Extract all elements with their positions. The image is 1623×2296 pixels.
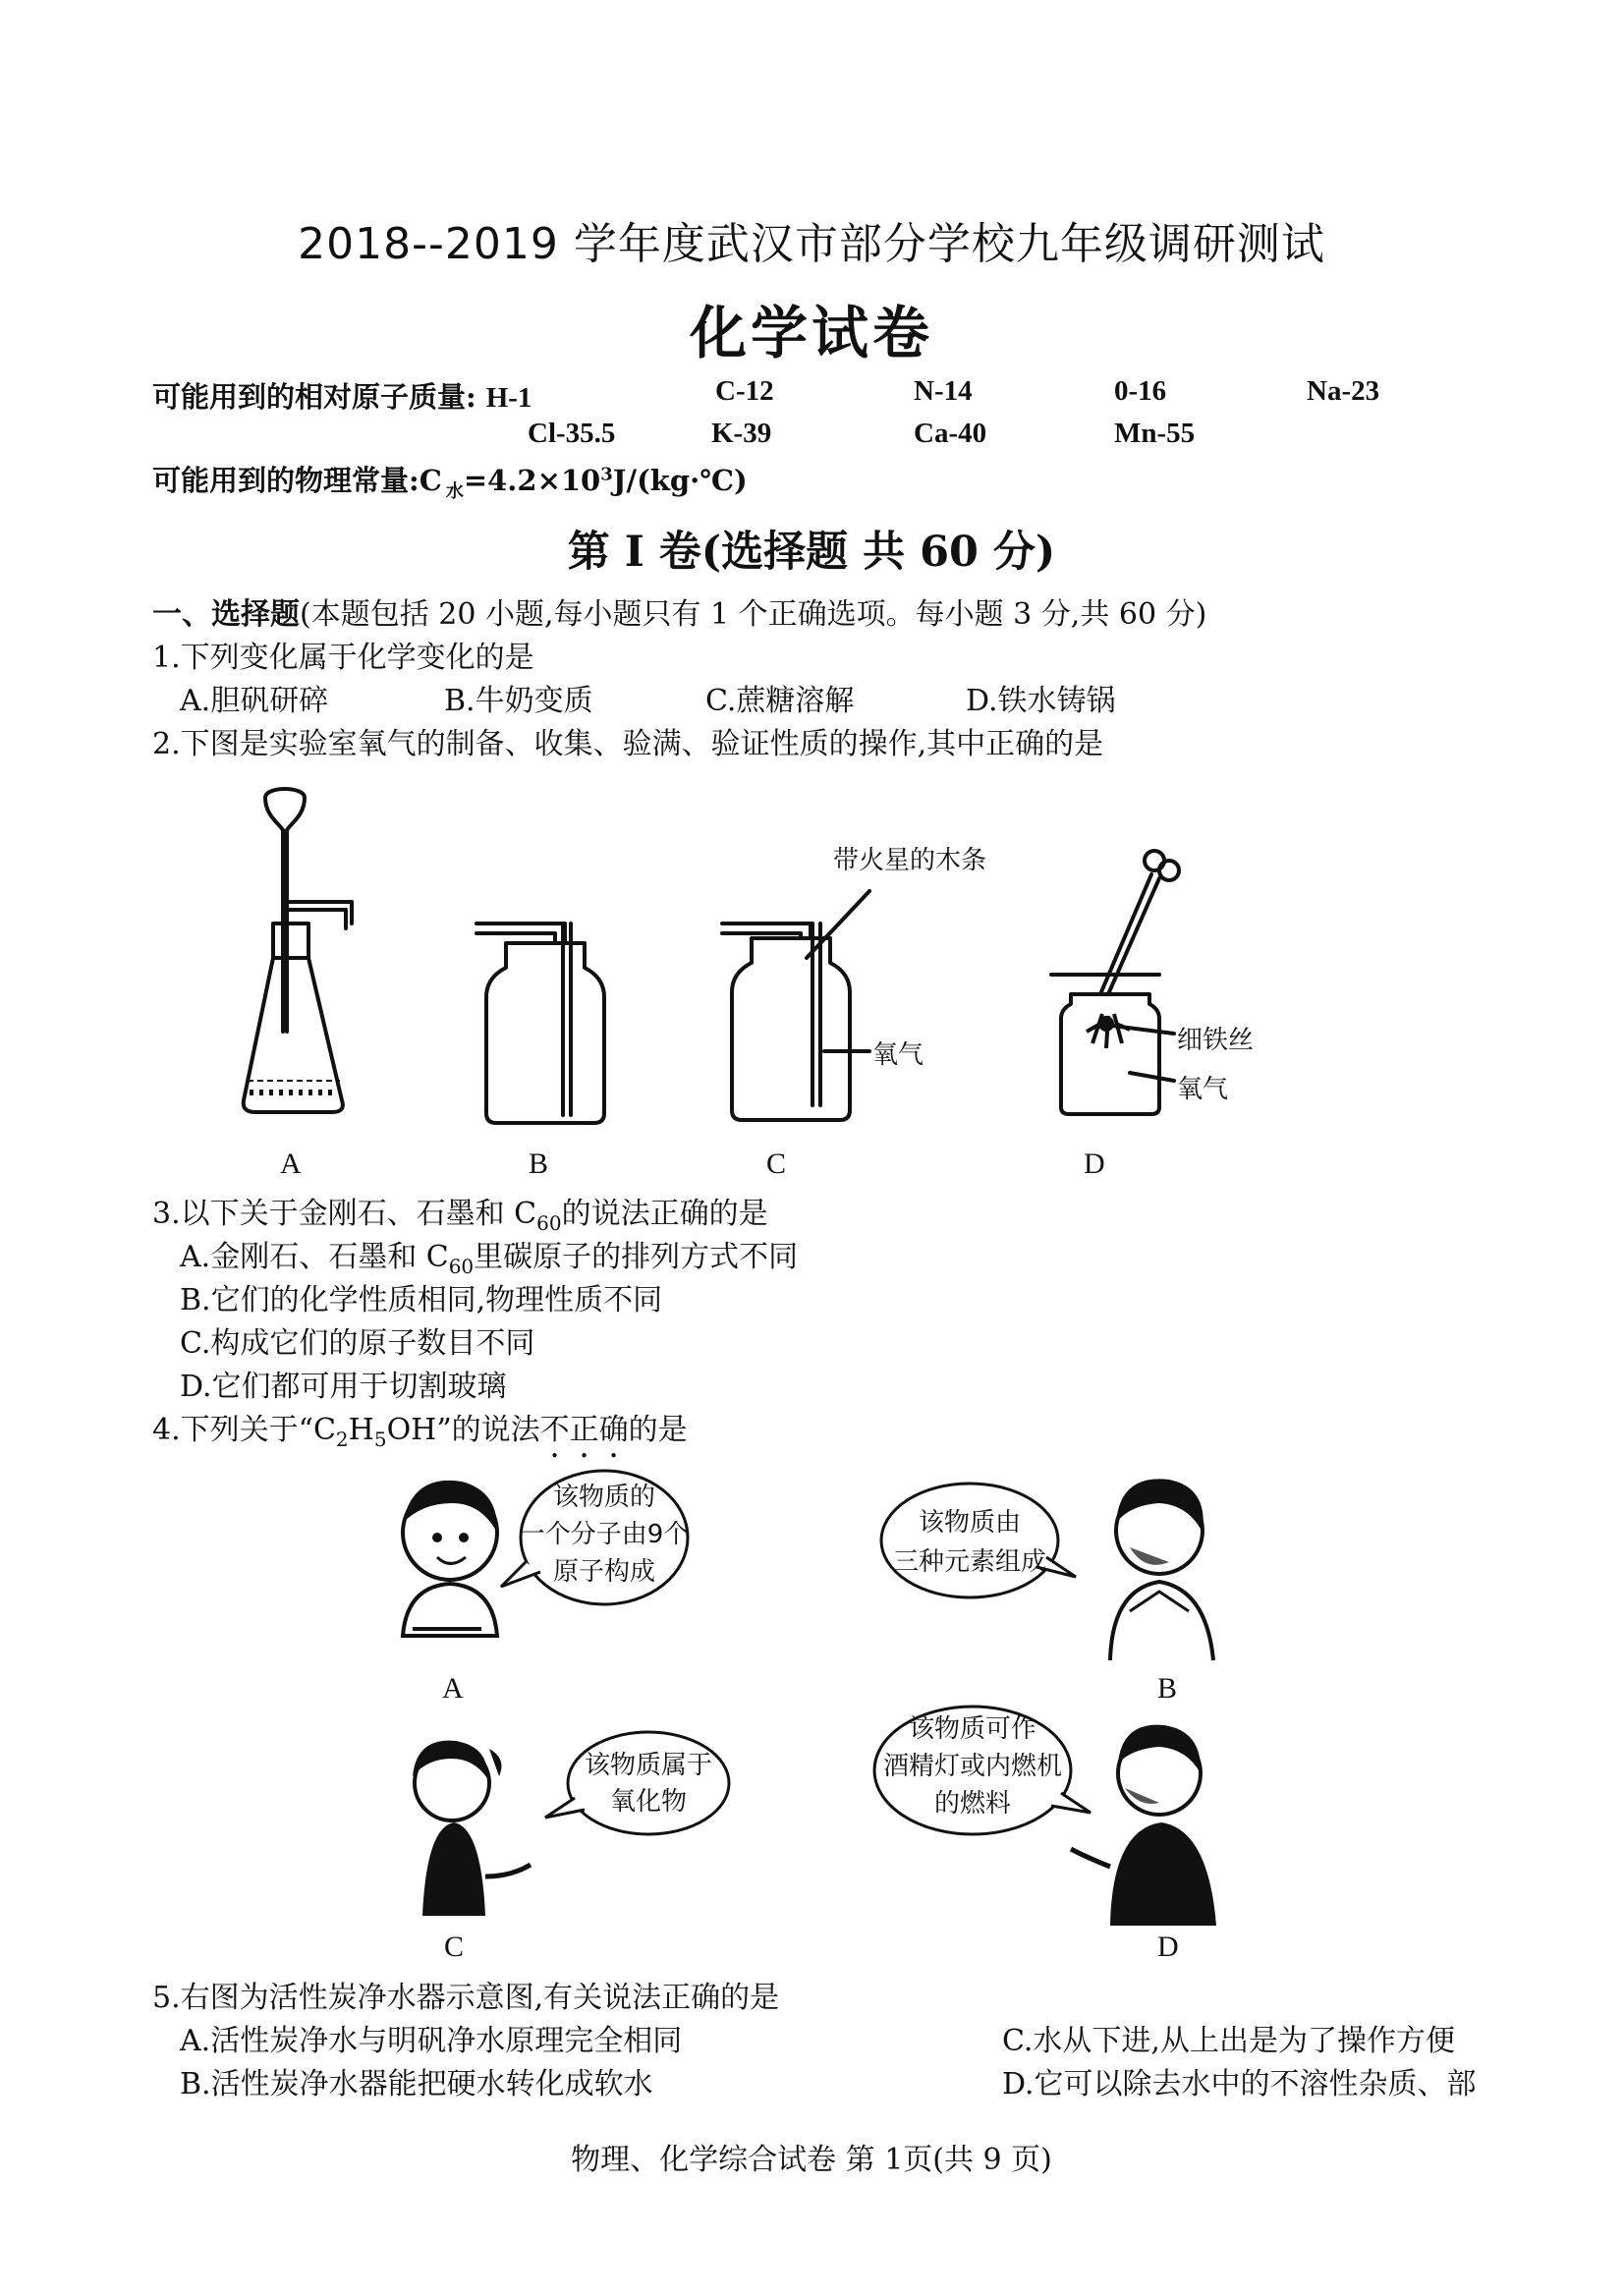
bubble-a-line3: 原子构成 — [552, 1557, 656, 1587]
q4-stem-c: 的是 — [628, 1413, 688, 1447]
q3-option-b: B.它们的化学性质相同,物理性质不同 — [180, 1283, 663, 1317]
child-b-figure — [1110, 1479, 1213, 1660]
constant-label: 可能用到的物理常量: — [152, 464, 420, 497]
q5-option-b: B.活性炭净水器能把硬水转化成软水 — [180, 2067, 653, 2101]
q3-option-a — [180, 1232, 798, 1278]
bubble-d-line3: 的燃料 — [933, 1789, 1012, 1819]
bubble-d-line1: 该物质可作 — [908, 1714, 1037, 1744]
q2-figure-d — [1041, 847, 1179, 1122]
q2-label-a: A — [280, 1148, 302, 1180]
q3-option-d: D.它们都可用于切割玻璃 — [180, 1370, 507, 1404]
mass-h: H-1 — [485, 382, 532, 414]
q2-label-c: C — [766, 1148, 787, 1180]
constant-symbol: C — [419, 464, 442, 497]
q5-stem: 5.右图为活性炭净水器示意图,有关说法正确的是 — [152, 1981, 780, 2015]
q2-d-oxygen-label: 氧气 — [1177, 1075, 1229, 1103]
mass-k: K-39 — [711, 418, 772, 449]
child-c-figure — [413, 1741, 531, 1916]
constant-exp: 3 — [600, 464, 613, 485]
instruction-text: (本题包括 20 小题,每小题只有 1 个正确选项。每小题 3 分,共 60 分) — [300, 597, 1207, 632]
mass-n: N-14 — [914, 375, 973, 407]
q5-option-c: C.水从下进,从上出是为了操作方便 — [1002, 2024, 1455, 2058]
q1-stem: 1.下列变化属于化学变化的是 — [152, 641, 534, 675]
q1-option-b: B.牛奶变质 — [444, 684, 593, 718]
q3-stem-sub: 60 — [536, 1211, 562, 1235]
q4-figure — [383, 1464, 1258, 1970]
bubble-d-line2: 酒精灯或内燃机 — [882, 1752, 1063, 1781]
q2-stem: 2.下图是实验室氧气的制备、收集、验满、验证性质的操作,其中正确的是 — [152, 727, 1104, 761]
instruction-bold: 一、选择题 — [152, 597, 300, 632]
q4-label-a: A — [442, 1672, 464, 1705]
bubble-d — [874, 1707, 1091, 1834]
q1-option-c: C.蔗糖溶解 — [705, 684, 855, 718]
bubble-a — [501, 1471, 689, 1604]
q2-d-wire-label: 细铁丝 — [1177, 1026, 1255, 1054]
q1-option-d: D.铁水铸锅 — [966, 684, 1116, 718]
q4-sub1: 2 — [335, 1428, 349, 1451]
section-instruction — [152, 589, 1206, 633]
q4-emphasis: 不正确 — [539, 1413, 629, 1447]
q3-stem-a: 3.以下关于金刚石、石墨和 C — [152, 1197, 537, 1231]
q4-stem-a: 4.下列关于“C — [152, 1413, 336, 1447]
section-heading: 第 I 卷(选择题 共 60 分) — [567, 528, 1056, 577]
q2-figure-b — [476, 909, 614, 1130]
atomic-mass-label-text: 可能用到的相对原子质量: — [152, 380, 476, 414]
child-d-figure — [1071, 1725, 1216, 1926]
q3-opt-a-sub: 60 — [448, 1255, 475, 1278]
q3-opt-a-2: 里碳原子的排列方式不同 — [474, 1240, 799, 1274]
q3-opt-a-1: A.金刚石、石墨和 C — [180, 1240, 449, 1274]
q2-c-splint-label: 带火星的木条 — [833, 846, 987, 874]
bubble-a-line2: 一个分子由9个 — [519, 1520, 690, 1549]
q3-option-c: C.构成它们的原子数目不同 — [180, 1326, 535, 1361]
q2-label-d: D — [1084, 1148, 1105, 1180]
q4-label-c: C — [444, 1931, 465, 1963]
bubble-b-line2: 三种元素组成 — [892, 1547, 1047, 1577]
bubble-a-line1: 该物质的 — [552, 1483, 656, 1512]
constant-sub: 水 — [445, 480, 464, 502]
mass-c: C-12 — [715, 375, 774, 407]
exam-title: 2018--2019 学年度武汉市部分学校九年级调研测试 — [298, 219, 1325, 269]
q4-stem — [152, 1405, 688, 1465]
bubble-b-line1: 该物质由 — [918, 1508, 1022, 1538]
q3-stem-b: 的说法正确的是 — [561, 1197, 768, 1231]
constant-unit: J/(kg·℃) — [612, 464, 748, 497]
physical-constant — [152, 459, 748, 503]
page-footer: 物理、化学综合试卷 第 1页(共 9 页) — [571, 2143, 1052, 2177]
q5-option-d: D.它可以除去水中的不溶性杂质、部 — [1002, 2067, 1477, 2101]
q2-figure-c — [722, 879, 879, 1130]
subject-title: 化学试卷 — [689, 300, 933, 366]
bubble-c-line1: 该物质属于 — [584, 1751, 713, 1780]
q3-stem — [152, 1189, 768, 1235]
q2-figure-a — [226, 786, 383, 1125]
q4-label-d: D — [1157, 1931, 1179, 1963]
bubble-c-line2: 氧化物 — [609, 1787, 688, 1817]
mass-cl: Cl-35.5 — [528, 418, 616, 449]
q2-c-oxygen-label: 氧气 — [872, 1040, 924, 1069]
bubble-c — [545, 1732, 729, 1834]
mass-ca: Ca-40 — [914, 418, 987, 449]
q4-label-b: B — [1157, 1672, 1178, 1705]
mass-o: 0-16 — [1114, 375, 1167, 407]
atomic-mass-label — [152, 375, 532, 416]
q5-option-a: A.活性炭净水与明矾净水原理完全相同 — [180, 2024, 683, 2058]
q1-option-a: A.胆矾研碎 — [180, 684, 329, 718]
constant-value: =4.2×10 — [463, 464, 601, 497]
q4-mid: H — [348, 1413, 374, 1447]
mass-mn: Mn-55 — [1114, 418, 1196, 449]
q4-stem-b: OH”的说法 — [386, 1413, 540, 1447]
child-a-figure — [403, 1481, 497, 1636]
mass-na: Na-23 — [1307, 375, 1380, 407]
q4-sub2: 5 — [373, 1428, 387, 1451]
q2-label-b: B — [529, 1148, 549, 1180]
bubble-b — [881, 1484, 1076, 1597]
